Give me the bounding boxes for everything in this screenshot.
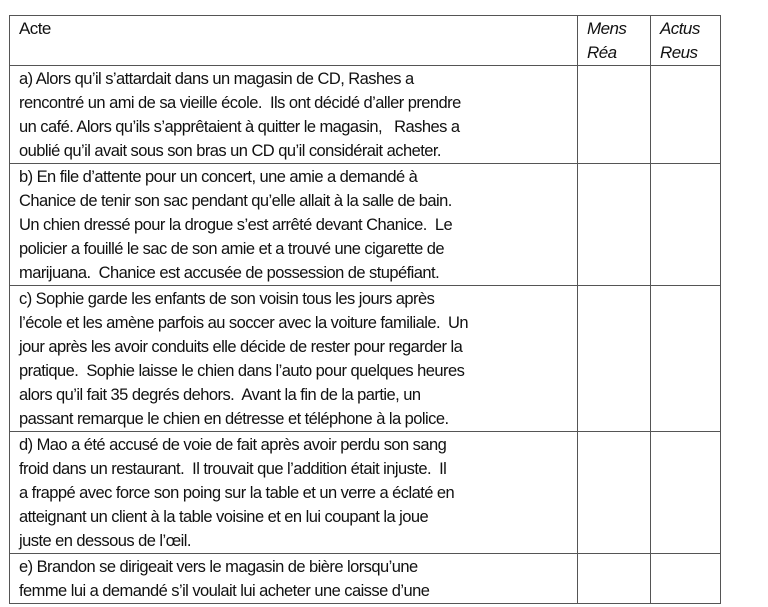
header-line: Mens <box>587 19 627 38</box>
text-line: a) Alors qu’il s’attardait dans un magasin de CD, Rashes a <box>19 70 414 88</box>
text-line: policier a fouillé le sac de son amie et a trouvé une cigarette de <box>19 240 445 258</box>
header-line: Réa <box>587 43 617 62</box>
text-line: passant remarque le chien en détresse et téléphone à la police. <box>19 410 449 428</box>
text-line: un café. Alors qu’ils s’apprêtaient à quitter le magasin, Rashes a <box>19 118 460 136</box>
header-acte-label: Acte <box>19 19 51 38</box>
text-line: femme lui a demandé s’il voulait lui acheter une caisse d’une <box>19 582 430 600</box>
table-row <box>10 432 721 554</box>
header-line: Actus <box>660 19 700 38</box>
text-line: c) Sophie garde les enfants de son voisin tous les jours après <box>19 290 435 308</box>
text-line: alors qu’il fait 35 degrés dehors. Avant la fin de la partie, un <box>19 386 421 404</box>
actus-reus-cell[interactable] <box>651 554 721 604</box>
actus-reus-cell[interactable] <box>651 286 721 432</box>
text-line: Un chien dressé pour la drogue s’est arrêté devant Chanice. Le <box>19 216 453 234</box>
text-line: pratique. Sophie laisse le chien dans l’auto pour quelques heures <box>19 362 465 380</box>
act-description <box>10 286 578 432</box>
text-line: atteignant un client à la table voisine et en lui coupant la joue <box>19 508 429 526</box>
text-line: juste en dessous de l’œil. <box>19 532 191 550</box>
text-line: rencontré un ami de sa vieille école. Ils ont décidé d’aller prendre <box>19 94 461 112</box>
text-line: oublié qu’il avait sous son bras un CD qu’il considérait acheter. <box>19 142 441 160</box>
text-line: d) Mao a été accusé de voie de fait après avoir perdu son sang <box>19 436 447 454</box>
table-row <box>10 554 721 604</box>
header-line: Reus <box>660 43 698 62</box>
mens-rea-cell[interactable] <box>578 286 651 432</box>
header-row <box>10 16 721 66</box>
header-acte <box>10 16 578 66</box>
text-line: l’école et les amène parfois au soccer avec la voiture familiale. Un <box>19 314 469 332</box>
act-description <box>10 554 578 604</box>
text-line: marijuana. Chanice est accusée de possession de stupéfiant. <box>19 264 440 282</box>
table-row <box>10 164 721 286</box>
actus-reus-cell[interactable] <box>651 164 721 286</box>
actus-reus-cell[interactable] <box>651 66 721 164</box>
acts-table <box>9 15 721 604</box>
table-row <box>10 66 721 164</box>
actus-reus-cell[interactable] <box>651 432 721 554</box>
table-row <box>10 286 721 432</box>
mens-rea-cell[interactable] <box>578 432 651 554</box>
act-description <box>10 66 578 164</box>
text-line: b) En file d’attente pour un concert, une amie a demandé à <box>19 168 418 186</box>
text-line: froid dans un restaurant. Il trouvait que l’addition était injuste. Il <box>19 460 447 478</box>
text-line: a frappé avec force son poing sur la table et un verre a éclaté en <box>19 484 455 502</box>
act-description <box>10 164 578 286</box>
mens-rea-cell[interactable] <box>578 164 651 286</box>
text-line: e) Brandon se dirigeait vers le magasin de bière lorsqu’une <box>19 558 418 576</box>
mens-rea-cell[interactable] <box>578 554 651 604</box>
header-mens-rea <box>578 16 651 66</box>
header-actus-reus <box>651 16 721 66</box>
text-line: Chanice de tenir son sac pendant qu’elle allait à la salle de bain. <box>19 192 452 210</box>
mens-rea-cell[interactable] <box>578 66 651 164</box>
text-line: jour après les avoir conduits elle décide de rester pour regarder la <box>19 338 463 356</box>
act-description <box>10 432 578 554</box>
